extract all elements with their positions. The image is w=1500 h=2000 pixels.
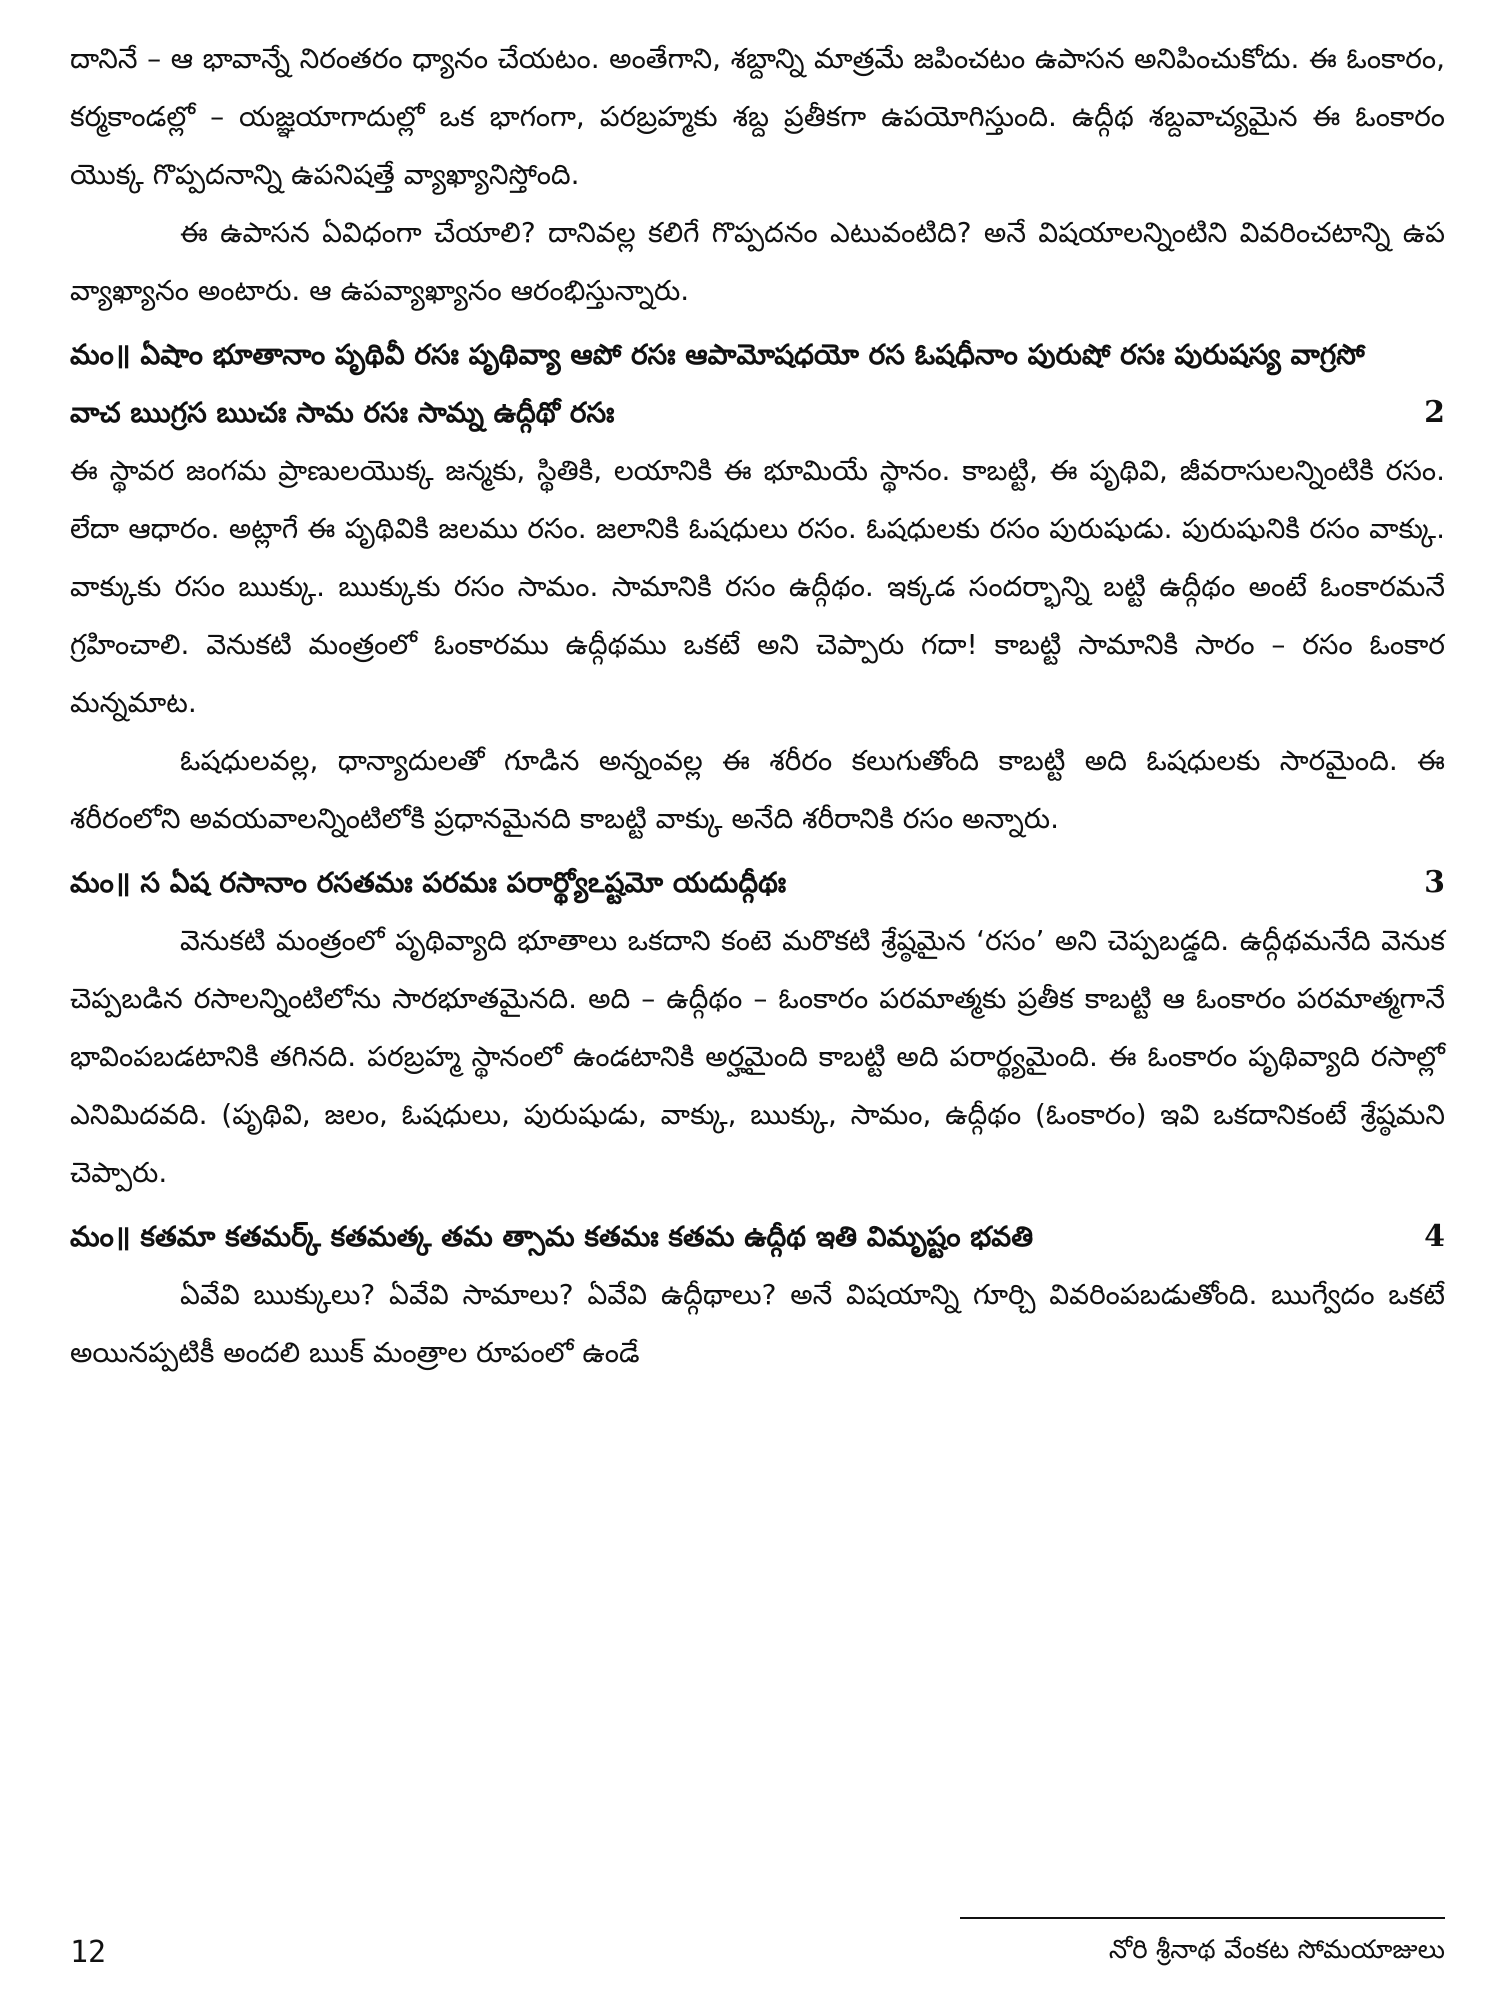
mantra-verse-2: [70, 326, 1445, 442]
paragraph: ఏవేవి ఋక్కులు? ఏవేవి సామాలు? ఏవేవి ఉద్గీథాలు? అనే విషయాన్ని గూర్చి వివరింపబడుతోంది. ఋగ్వేదం ఒకటే అయినప్పటికీ అందలి ఋక్ మంత్రాల రూపంలో ఉండే: [70, 1278, 1445, 1369]
paragraph: వెనుకటి మంత్రంలో పృథివ్యాది భూతాలు ఒకదాని కంటె మరొకటి శ్రేష్ఠమైన ‘రసం’ అని చెప్పబడ్డది. ఉద్గీథమనేది వెనుక చెప్పబడిన రసాలన్నింటిలోను సారభూతమైనది. అది – ఉద్గీథం – ఓంకారం పరమాత్మకు ప్రతీక కాబట్టి ఆ ఓంకారం పరమాత్మగానే భావింపబడటానికి తగినది. పరబ్రహ్మ స్థానంలో ఉండటానికి అర్హమైంది కాబట్టి అది పరార్థ్యమైంది. ఈ ఓంకారం పృథివ్యాది రసాల్లో ఎనిమిదవది. (పృథివి, జలం, ఓషధులు, పురుషుడు, వాక్కు, ఋక్కు, సామం, ఉద్గీథం (ఓంకారం) ఇవి ఒకదానికంటే శ్రేష్ఠమని చెప్పారు.: [70, 924, 1445, 1189]
footer-author: నోరి శ్రీనాథ వేంకట సోమయాజులు: [1108, 1935, 1445, 1965]
paragraph: దానినే – ఆ భావాన్నే నిరంతరం ధ్యానం చేయటం. అంతేగాని, శబ్దాన్ని మాత్రమే జపించటం ఉపాసన అనిపించుకోదు. ఈ ఓంకారం, కర్మకాండల్లో – యజ్ఞయాగాదుల్లో ఒక భాగంగా, పరబ్రహ్మకు శబ్ద ప్రతీకగా ఉపయోగిస్తుంది. ఉద్గీథ శబ్దవాచ్యమైన ఈ ఓంకారం యొక్క గొప్పదనాన్ని ఉపనిషత్తే వ్యాఖ్యానిస్తోంది.: [70, 42, 1445, 191]
footer-divider: [960, 1917, 1445, 1919]
mantra-verse-3: [70, 854, 1445, 912]
paragraph: ఈ స్థావర జంగమ ప్రాణులయొక్క జన్మకు, స్థితికి, లయానికి ఈ భూమియే స్థానం. కాబట్టి, ఈ పృథివి, జీవరాసులన్నింటికి రసం. లేదా ఆధారం. అట్లాగే ఈ పృథివికి జలము రసం. జలానికి ఓషధులు రసం. ఓషధులకు రసం పురుషుడు. పురుషునికి రసం వాక్కు. వాక్కుకు రసం ఋక్కు. ఋక్కుకు రసం సామం. సామానికి రసం ఉద్గీథం. ఇక్కడ సందర్భాన్ని బట్టి ఉద్గీథం అంటే ఓంకారమనే గ్రహించాలి. వెనుకటి మంత్రంలో ఓంకారము ఉద్గీథము ఒకటే అని చెప్పారు గదా! కాబట్టి సామానికి సారం – రసం ఓంకార మన్నమాట.: [70, 454, 1445, 719]
mantra-text: మం॥ ఏషాం భూతానాం పృథివీ రసః పృథివ్యా ఆపో రసః ఆపామోషధయో రస ఓషధీనాం పురుషో రసః పురుషస్య వాగ్రసో వాచ ఋగ్రస ఋచః సామ రసః సామ్న ఉద్గీథో రసః: [70, 338, 1365, 429]
paragraph: ఈ ఉపాసన ఏవిధంగా చేయాలి? దానివల్ల కలిగే గొప్పదనం ఎటువంటిది? అనే విషయాలన్నింటిని వివరించటాన్ని ఉప వ్యాఖ్యానం అంటారు. ఆ ఉపవ్యాఖ్యానం ఆరంభిస్తున్నారు.: [70, 216, 1445, 307]
mantra-text: మం॥ కతమా కతమర్క్ కతమత్క తమ త్సామ కతమః కతమ ఉద్గీథ ఇతి విమృష్టం భవతి: [70, 1220, 1034, 1253]
paragraph: ఓషధులవల్ల, ధాన్యాదులతో గూడిన అన్నంవల్ల ఈ శరీరం కలుగుతోంది కాబట్టి అది ఓషధులకు సారమైంది. ఈ శరీరంలోని అవయవాలన్నింటిలోకి ప్రధానమైనది కాబట్టి వాక్కు అనేది శరీరానికి రసం అన్నారు.: [70, 744, 1445, 835]
mantra-number: 3: [1424, 865, 1445, 900]
mantra-number: 4: [1424, 1219, 1445, 1254]
mantra-text: మం॥ స ఏష రసానాం రసతమః పరమః పరార్థ్యోఽష్టమో యదుద్గీథః: [70, 866, 787, 899]
document-page: [70, 30, 1445, 1970]
mantra-verse-4: [70, 1208, 1445, 1266]
page-number: 12: [70, 1935, 107, 1970]
mantra-number: 2: [1424, 395, 1445, 430]
